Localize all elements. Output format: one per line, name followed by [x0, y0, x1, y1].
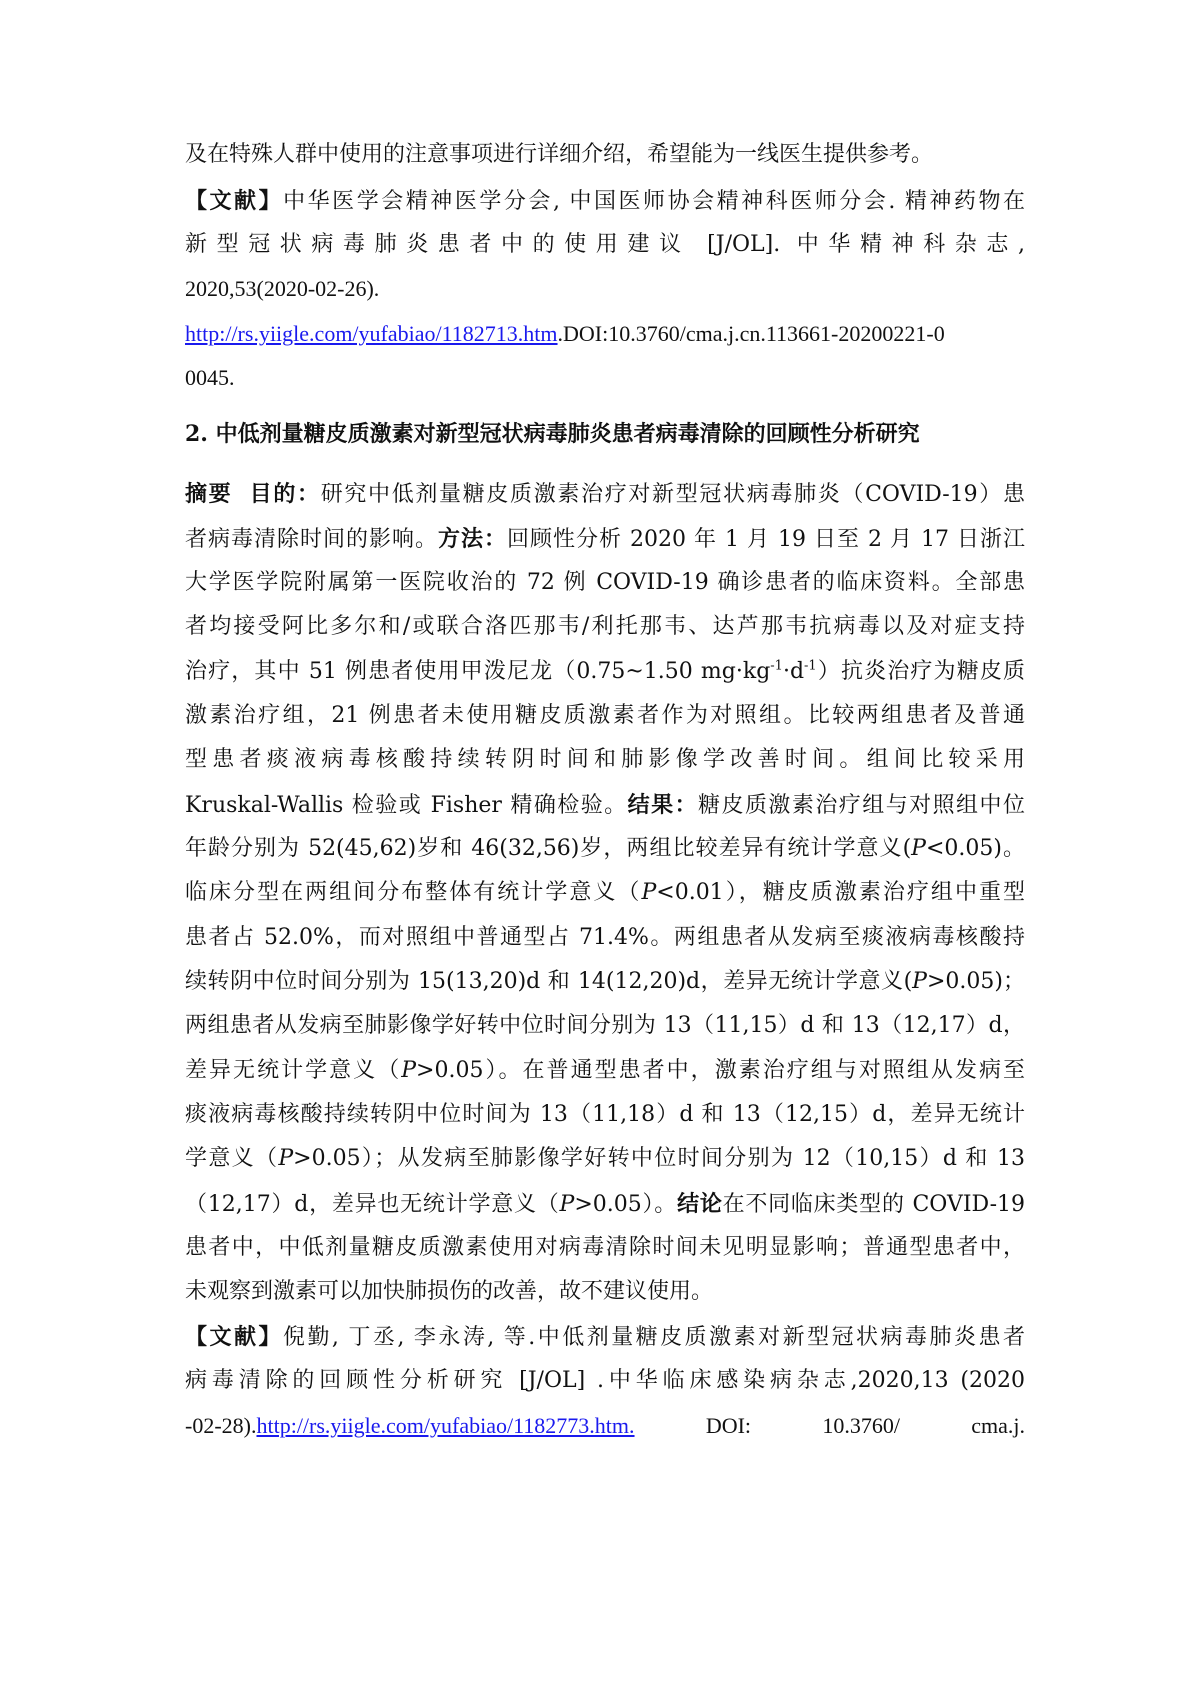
- abstract-text-9a: 年龄分别为 52(45,62)岁和 46(32,56)岁，两组比较差异有统计学意义(: [185, 836, 912, 861]
- ref1-doi: .DOI:10.3760/cma.j.cn.113661-20200221-0: [557, 321, 945, 346]
- p-symbol: P: [559, 1192, 575, 1217]
- ref2-line-1: [185, 1321, 1025, 1353]
- abstract-line-16: [185, 1143, 1025, 1175]
- p-symbol: P: [641, 880, 657, 905]
- ref2-doi-suffix: cma.j.: [971, 1413, 1026, 1438]
- ref1-doi-tail: 0045.: [185, 365, 235, 390]
- ref1-line-5: [185, 362, 1025, 394]
- abstract-text-16b: >0.05）；从发病至肺影像学好转中位时间分别为 12（10,15）d 和 13: [293, 1146, 1025, 1171]
- ref2-text-2: 病毒清除的回顾性分析研究 [J/OL] .中华临床感染病杂志,2020,13 (2020: [185, 1368, 1025, 1393]
- abstract-line-3: [185, 567, 1025, 599]
- ref2-text-1: 倪勤, 丁丞, 李永涛, 等.中低剂量糖皮质激素对新型冠状病毒肺炎患者: [282, 1325, 1025, 1350]
- abstract-line-12: [185, 966, 1025, 998]
- abstract-text-12a: 续转阴中位时间分别为 15(13,20)d 和 14(12,20)d，差异无统计学意义(: [185, 969, 913, 994]
- conclusion-label: 结论: [677, 1191, 723, 1217]
- abstract-text-4: 者均接受阿比多尔和/或联合洛匹那韦/利托那韦、达芦那韦抗病毒以及对症支持: [185, 614, 1025, 639]
- p-symbol: P: [401, 1058, 417, 1083]
- ref1-url-link[interactable]: http://rs.yiigle.com/yufabiao/1182713.htm: [185, 321, 558, 346]
- ref2-date: -02-28).: [185, 1413, 257, 1438]
- abstract-line-13: [185, 1010, 1025, 1042]
- abstract-text-14a: 差异无统计学意义（: [185, 1058, 402, 1083]
- abstract-text-5mid: ·d: [782, 659, 805, 684]
- abstract-text-19: 未观察到激素可以加快肺损伤的改善，故不建议使用。: [185, 1279, 714, 1304]
- abstract-text-7: 型患者痰液病毒核酸持续转阴时间和肺影像学改善时间。组间比较采用: [185, 747, 1025, 772]
- abstract-text-10a: 临床分型在两组间分布整体有统计学意义（: [185, 880, 642, 905]
- abstract-line-1: [185, 478, 1025, 510]
- abstract-line-11: [185, 922, 1025, 954]
- abstract-text-9b: <0.05)。: [925, 836, 1025, 861]
- abstract-text-17b: >0.05）。: [574, 1192, 678, 1217]
- ref1-text-3: 2020,53(2020-02-26).: [185, 276, 380, 301]
- p-symbol: P: [911, 836, 926, 861]
- p-symbol: P: [278, 1146, 294, 1171]
- abstract-line-9: [185, 833, 1025, 865]
- abstract-text-15: 痰液病毒核酸持续转阴中位时间为 13（11,18）d 和 13（12,15）d，差异无统计: [185, 1102, 1025, 1127]
- abstract-text-2a: 者病毒清除时间的影响。: [185, 527, 439, 552]
- abstract-text-5b: ）抗炎治疗为糖皮质: [816, 659, 1025, 684]
- abstract-line-18: [185, 1232, 1025, 1264]
- abstract-text-17a: （12,17）d，差异也无统计学意义（: [185, 1192, 560, 1217]
- ref2-line-3: [185, 1410, 1025, 1442]
- abstract-text-5a: 治疗，其中 51 例患者使用甲泼尼龙（0.75~1.50 mg·kg: [185, 659, 771, 684]
- intro-tail: 及在特殊人群中使用的注意事项进行详细介绍，希望能为一线医生提供参考。: [185, 142, 934, 167]
- abstract-line-15: [185, 1099, 1025, 1131]
- ref2-doi-prefix: 10.3760/: [822, 1413, 900, 1438]
- ref1-line-4: [185, 318, 1025, 350]
- abstract-text-1: 研究中低剂量糖皮质激素治疗对新型冠状病毒肺炎（COVID-19）患: [320, 482, 1025, 507]
- abstract-line-6: [185, 700, 1025, 732]
- abstract-text-12b: >0.05)；: [926, 969, 1025, 994]
- abstract-line-7: [185, 744, 1025, 776]
- ref2-label: 【文献】: [185, 1324, 283, 1350]
- abstract-text-13: 两组患者从发病至肺影像学好转中位时间分别为 13（11,15）d 和 13（12,17）d，: [185, 1013, 1025, 1038]
- abstract-text-8a: Kruskal-Wallis 检验或 Fisher 精确检验。: [185, 793, 628, 818]
- abstract-line-4: [185, 611, 1025, 643]
- result-label: 结果：: [627, 792, 699, 818]
- abstract-text-10b: <0.01），糖皮质激素治疗组中重型: [656, 880, 1025, 905]
- abstract-text-2b: 回顾性分析 2020 年 1 月 19 日至 2 月 17 日浙江: [507, 527, 1025, 552]
- abstract-line-10: [185, 877, 1025, 909]
- intro-tail-text: [185, 139, 1025, 171]
- ref1-line-3: [185, 273, 1025, 305]
- superscript-2: -1: [804, 658, 817, 674]
- purpose-label: 目的：: [249, 481, 321, 507]
- abstract-text-8b: 糖皮质激素治疗组与对照组中位: [698, 793, 1025, 818]
- abstract-text-11: 患者占 52.0%，而对照组中普通型占 71.4%。两组患者从发病至痰液病毒核酸持: [185, 925, 1025, 950]
- abstract-line-14: [185, 1055, 1025, 1087]
- method-label: 方法：: [438, 526, 508, 552]
- ref1-text-2: 新型冠状病毒肺炎患者中的使用建议 [J/OL]. 中华精神科杂志,: [185, 232, 1025, 257]
- ref1-line-1: [185, 185, 1025, 217]
- ref2-url-link[interactable]: http://rs.yiigle.com/yufabiao/1182773.htm.: [256, 1413, 635, 1438]
- ref2-line-2: [185, 1365, 1025, 1397]
- abstract-line-5: [185, 656, 1025, 688]
- section-2-title-text: 2. 中低剂量糖皮质激素对新型冠状病毒肺炎患者病毒清除的回顾性分析研究: [185, 421, 920, 447]
- abstract-line-17: [185, 1188, 1025, 1220]
- abstract-text-18: 患者中，中低剂量糖皮质激素使用对病毒清除时间未见明显影响；普通型患者中，: [185, 1235, 1025, 1260]
- section-2-title: [185, 418, 1025, 450]
- abstract-text-3: 大学医学院附属第一医院收治的 72 例 COVID-19 确诊患者的临床资料。全部患: [185, 570, 1025, 595]
- abstract-line-2: [185, 523, 1025, 555]
- abstract-label: 摘要: [185, 481, 233, 507]
- ref1-label: 【文献】: [185, 188, 284, 214]
- superscript-1: -1: [770, 658, 783, 674]
- abstract-text-17c: 在不同临床类型的 COVID-19: [722, 1192, 1025, 1217]
- abstract-text-16a: 学意义（: [185, 1146, 279, 1171]
- ref1-line-2: [185, 229, 1025, 261]
- abstract-text-14b: >0.05）。在普通型患者中，激素治疗组与对照组从发病至: [416, 1058, 1025, 1083]
- ref1-text-1: 中华医学会精神医学分会, 中国医师协会精神科医师分会. 精神药物在: [283, 189, 1025, 214]
- ref2-doi-label: DOI:: [705, 1413, 752, 1438]
- abstract-line-8: [185, 789, 1025, 821]
- p-symbol: P: [912, 969, 927, 994]
- abstract-text-6: 激素治疗组，21 例患者未使用糖皮质激素者作为对照组。比较两组患者及普通: [185, 703, 1025, 728]
- abstract-line-19: [185, 1276, 1025, 1308]
